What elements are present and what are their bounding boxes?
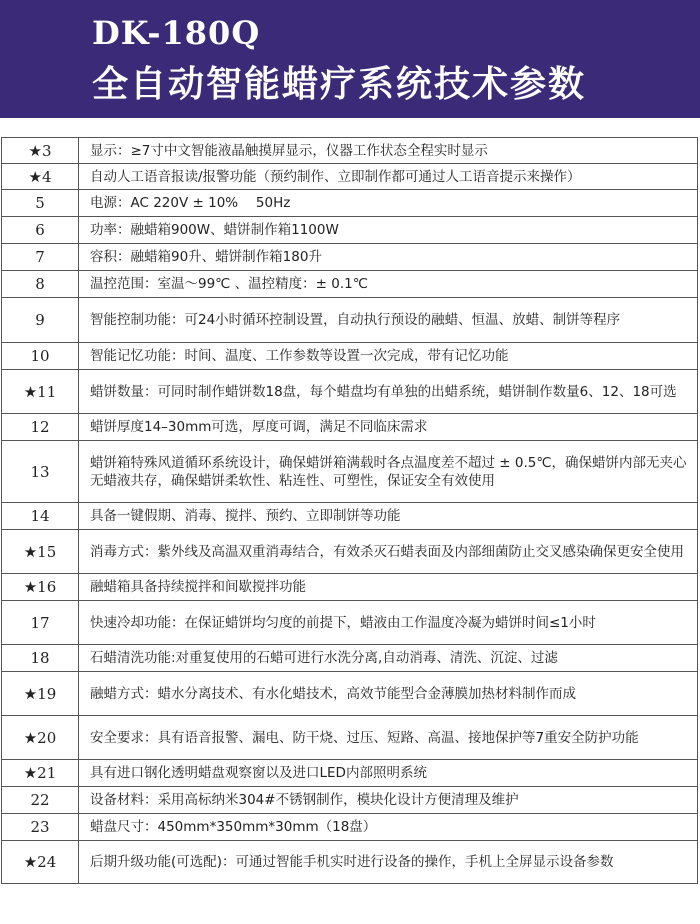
row-description: 设备材料：采用高标纳米304#不锈钢制作，模块化设计方便清理及维护	[79, 787, 698, 814]
table-row	[2, 601, 698, 645]
table-row	[2, 530, 698, 574]
row-description: 石蜡清洗功能:对重复使用的石蜡可进行水洗分离,自动消毒、清洗、沉淀、过滤	[79, 645, 698, 672]
row-number: ★11	[2, 370, 79, 414]
table-row	[2, 414, 698, 441]
row-description: 智能记忆功能：时间、温度、工作参数等设置一次完成，带有记忆功能	[79, 343, 698, 370]
row-number: ★3	[2, 138, 79, 164]
row-number: 6	[2, 217, 79, 244]
row-number: ★16	[2, 574, 79, 601]
row-number: 13	[2, 441, 79, 503]
table-row	[2, 271, 698, 298]
row-description: 蜡饼箱特殊风道循环系统设计，确保蜡饼箱满载时各点温度差不超过 ± 0.5℃，确保蜡饼内部无夹心无蜡液共存，确保蜡饼柔软性、粘连性、可塑性，保证安全有效使用	[79, 441, 698, 503]
table-row	[2, 370, 698, 414]
spec-table	[1, 137, 698, 884]
row-number: 22	[2, 787, 79, 814]
row-description: 具备一键假期、消毒、搅拌、预约、立即制饼等功能	[79, 503, 698, 530]
table-row	[2, 217, 698, 244]
row-description: 电源：AC 220V ± 10% 50Hz	[79, 190, 698, 217]
page-title: 全自动智能蜡疗系统技术参数	[92, 63, 587, 105]
row-description: 融蜡箱具备持续搅拌和间歇搅拌功能	[79, 574, 698, 601]
table-row	[2, 503, 698, 530]
row-description: 温控范围：室温～99℃ 、温控精度：± 0.1℃	[79, 271, 698, 298]
row-number: 8	[2, 271, 79, 298]
row-number: ★20	[2, 716, 79, 760]
row-description: 蜡饼厚度14–30mm可选，厚度可调，满足不同临床需求	[79, 414, 698, 441]
row-description: 蜡饼数量：可同时制作蜡饼数18盘，每个蜡盘均有单独的出蜡系统，蜡饼制作数量6、12、18可选	[79, 370, 698, 414]
row-description: 安全要求：具有语音报警、漏电、防干烧、过压、短路、高温、接地保护等7重安全防护功能	[79, 716, 698, 760]
row-description: 融蜡方式：蜡水分离技术、有水化蜡技术，高效节能型合金薄膜加热材料制作而成	[79, 672, 698, 716]
row-number: 5	[2, 190, 79, 217]
row-number: ★19	[2, 672, 79, 716]
table-row	[2, 645, 698, 672]
table-row	[2, 787, 698, 814]
table-row	[2, 574, 698, 601]
table-row	[2, 441, 698, 503]
row-description: 显示：≥7寸中文智能液晶触摸屏显示，仪器工作状态全程实时显示	[79, 138, 698, 164]
row-number: ★4	[2, 164, 79, 190]
row-number: 17	[2, 601, 79, 645]
table-row	[2, 760, 698, 787]
row-number: ★15	[2, 530, 79, 574]
row-description: 功率：融蜡箱900W、蜡饼制作箱1100W	[79, 217, 698, 244]
row-description: 具有进口钢化透明蜡盘观察窗以及进口LED内部照明系统	[79, 760, 698, 787]
row-number: 7	[2, 244, 79, 271]
table-row	[2, 814, 698, 841]
row-description: 蜡盘尺寸：450mm*350mm*30mm（18盘）	[79, 814, 698, 841]
row-number: 12	[2, 414, 79, 441]
row-number: 14	[2, 503, 79, 530]
row-description: 后期升级功能(可选配)：可通过智能手机实时进行设备的操作，手机上全屏显示设备参数	[79, 841, 698, 884]
row-description: 自动人工语音报读/报警功能（预约制作、立即制作都可通过人工语音提示来操作）	[79, 164, 698, 190]
table-row	[2, 164, 698, 190]
header-banner	[0, 0, 700, 118]
table-row	[2, 716, 698, 760]
row-number: 10	[2, 343, 79, 370]
table-row	[2, 190, 698, 217]
row-number: 23	[2, 814, 79, 841]
row-description: 智能控制功能：可24小时循环控制设置，自动执行预设的融蜡、恒温、放蜡、制饼等程序	[79, 298, 698, 343]
table-row	[2, 672, 698, 716]
row-description: 快速冷却功能：在保证蜡饼均匀度的前提下，蜡液由工作温度冷凝为蜡饼时间≤1小时	[79, 601, 698, 645]
table-row	[2, 343, 698, 370]
table-row	[2, 138, 698, 164]
table-row	[2, 841, 698, 884]
row-number: 9	[2, 298, 79, 343]
row-number: 18	[2, 645, 79, 672]
table-row	[2, 298, 698, 343]
model-number: DK-180Q	[92, 14, 261, 52]
row-number: ★21	[2, 760, 79, 787]
row-number: ★24	[2, 841, 79, 884]
row-description: 消毒方式：紫外线及高温双重消毒结合，有效杀灭石蜡表面及内部细菌防止交叉感染确保更安全使用	[79, 530, 698, 574]
table-row	[2, 244, 698, 271]
row-description: 容积：融蜡箱90升、蜡饼制作箱180升	[79, 244, 698, 271]
